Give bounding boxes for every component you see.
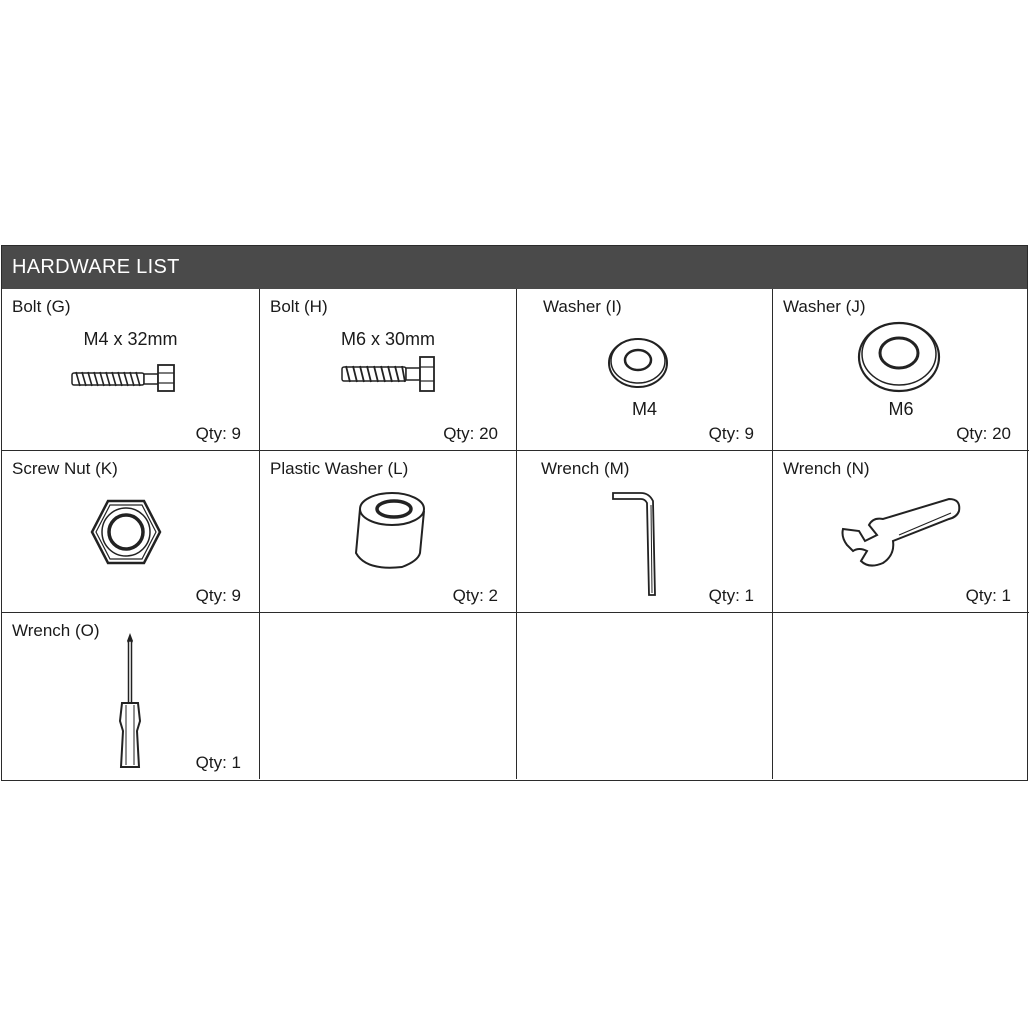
item-qty: Qty: 1 bbox=[195, 753, 241, 772]
item-name: Wrench (O) bbox=[12, 621, 100, 640]
item-name: Plastic Washer (L) bbox=[270, 459, 409, 478]
washer-icon bbox=[857, 317, 941, 393]
item-screw-nut-k bbox=[2, 451, 260, 613]
item-qty: Qty: 9 bbox=[195, 424, 241, 443]
item-qty: Qty: 1 bbox=[965, 586, 1011, 605]
empty-cell bbox=[260, 613, 517, 779]
bolt-icon bbox=[342, 357, 442, 391]
item-washer-i bbox=[517, 289, 773, 451]
empty-cell bbox=[773, 613, 1029, 779]
item-spec: M6 x 30mm bbox=[340, 329, 436, 349]
hardware-grid bbox=[2, 289, 1027, 779]
item-name: Washer (J) bbox=[783, 297, 866, 316]
item-spec: M6 bbox=[888, 399, 914, 419]
item-spec: M4 bbox=[631, 399, 657, 419]
item-spec: M4 x 32mm bbox=[83, 329, 178, 349]
item-wrench-m bbox=[517, 451, 773, 613]
item-name: Bolt (H) bbox=[270, 297, 328, 316]
item-plastic-washer-l bbox=[260, 451, 517, 613]
item-bolt-h bbox=[260, 289, 517, 451]
hardware-list-table bbox=[1, 245, 1028, 781]
item-qty: Qty: 9 bbox=[708, 424, 754, 443]
plastic-washer-icon bbox=[354, 491, 426, 571]
item-qty: Qty: 2 bbox=[452, 586, 498, 605]
open-wrench-icon bbox=[839, 495, 963, 571]
item-bolt-g bbox=[2, 289, 260, 451]
table-header: HARDWARE LIST bbox=[2, 246, 1027, 289]
item-name: Wrench (N) bbox=[783, 459, 870, 478]
item-qty: Qty: 20 bbox=[956, 424, 1011, 443]
bolt-icon bbox=[72, 365, 182, 391]
item-name: Washer (I) bbox=[543, 297, 622, 316]
item-qty: Qty: 20 bbox=[443, 424, 498, 443]
item-qty: Qty: 9 bbox=[195, 586, 241, 605]
screwdriver-icon bbox=[118, 633, 144, 773]
empty-cell bbox=[517, 613, 773, 779]
item-name: Bolt (G) bbox=[12, 297, 71, 316]
allen-key-icon bbox=[611, 489, 661, 599]
item-wrench-n bbox=[773, 451, 1029, 613]
item-name: Wrench (M) bbox=[541, 459, 630, 478]
hex-nut-icon bbox=[90, 499, 162, 565]
item-washer-j bbox=[773, 289, 1029, 451]
washer-icon bbox=[607, 333, 669, 389]
item-name: Screw Nut (K) bbox=[12, 459, 118, 478]
item-wrench-o bbox=[2, 613, 260, 779]
item-qty: Qty: 1 bbox=[708, 586, 754, 605]
